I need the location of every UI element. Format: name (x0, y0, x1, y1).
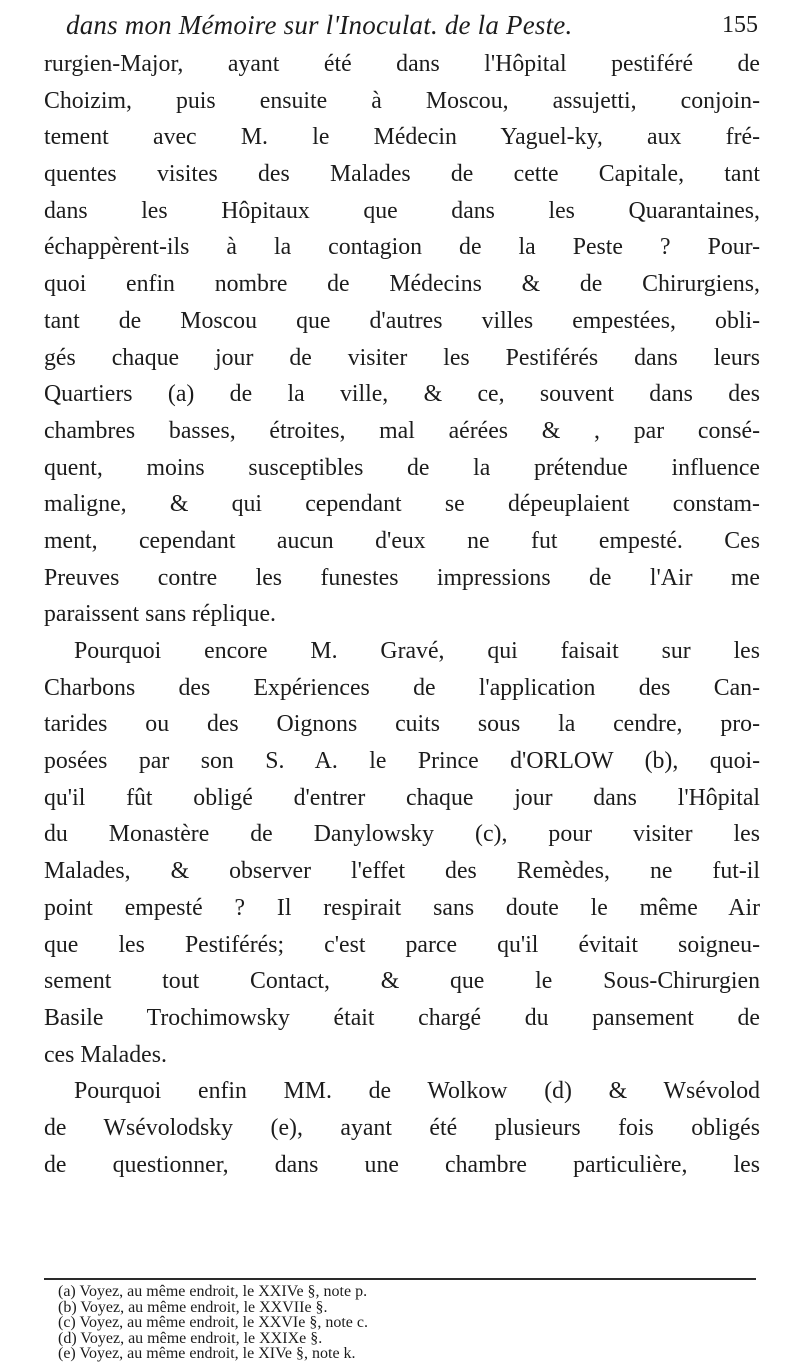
body-line: tement avec M. le Médecin Yaguel-ky, aux fré- (44, 124, 760, 151)
body-line: tarides ou des Oignons cuits sous la cendre, pro- (44, 711, 760, 738)
body-line: qu'il fût obligé d'entrer chaque jour dans l'Hôpital (44, 784, 760, 811)
body-line: ment, cependant aucun d'eux ne fut empesté. Ces (44, 527, 760, 554)
body-line: gés chaque jour de visiter les Pestiférés dans leurs (44, 344, 760, 371)
body-line: quentes visites des Malades de cette Capitale, tant (44, 161, 760, 188)
running-title: dans mon Mémoire sur l'Inoculat. de la Peste. (66, 10, 573, 40)
body-line: Quartiers (a) de la ville, & ce, souvent dans des (44, 381, 760, 408)
body-line: dans les Hôpitaux que dans les Quarantaines, (44, 197, 760, 224)
body-line: chambres basses, étroites, mal aérées & , par consé- (44, 417, 760, 444)
footnote-e: (e) Voyez, au même endroit, le XIVe §, note k. (58, 1345, 356, 1362)
footnote-divider (44, 1278, 756, 1280)
body-line: Pourquoi enfin MM. de Wolkow (d) & Wsévolod (74, 1078, 760, 1105)
book-page (44, 0, 760, 1362)
body-line: du Monastère de Danylowsky (c), pour visiter les (44, 821, 760, 848)
body-line: échappèrent-ils à la contagion de la Peste ? Pour- (44, 234, 760, 261)
body-line: sement tout Contact, & que le Sous-Chirurgien (44, 968, 760, 995)
body-line: quent, moins susceptibles de la prétendue influence (44, 454, 760, 481)
body-line: Charbons des Expériences de l'application des Can- (44, 674, 760, 701)
page-number: 155 (722, 12, 758, 38)
body-line: tant de Moscou que d'autres villes empestées, obli- (44, 307, 760, 334)
running-head (44, 8, 760, 44)
body-text (44, 46, 760, 1183)
footnote-c: (c) Voyez, au même endroit, le XXVIe §, note c. (58, 1314, 368, 1331)
body-line: de Wsévolodsky (e), ayant été plusieurs fois obligés (44, 1114, 760, 1141)
body-line: point empesté ? Il respirait sans doute le même Air (44, 894, 760, 921)
body-line: paraissent sans réplique. (44, 601, 276, 628)
body-line: Preuves contre les funestes impressions de l'Air me (44, 564, 760, 591)
body-line: Basile Trochimowsky était chargé du pansement de (44, 1004, 760, 1031)
body-line: maligne, & qui cependant se dépeuplaient constam- (44, 491, 760, 518)
body-line: Choizim, puis ensuite à Moscou, assujetti, conjoin- (44, 87, 760, 114)
body-line: Malades, & observer l'effet des Remèdes, ne fut-il (44, 858, 760, 885)
body-line: quoi enfin nombre de Médecins & de Chirurgiens, (44, 271, 760, 298)
body-line: que les Pestiférés; c'est parce qu'il évitait soigneu- (44, 931, 760, 958)
body-line: rurgien-Major, ayant été dans l'Hôpital pestiféré de (44, 51, 760, 77)
body-line: Pourquoi encore M. Gravé, qui faisait sur les (74, 638, 760, 664)
body-line: ces Malades. (44, 1041, 167, 1068)
body-line: posées par son S. A. le Prince d'ORLOW (b), quoi- (44, 748, 760, 775)
footnote-a: (a) Voyez, au même endroit, le XXIVe §, note p. (58, 1283, 368, 1300)
footnote-d: (d) Voyez, au même endroit, le XXIXe §. (58, 1329, 323, 1347)
body-line: de questionner, dans une chambre particulière, les (44, 1151, 760, 1178)
footnotes (58, 1284, 754, 1362)
footnote-b: (b) Voyez, au même endroit, le XXVIIe §. (58, 1298, 328, 1316)
